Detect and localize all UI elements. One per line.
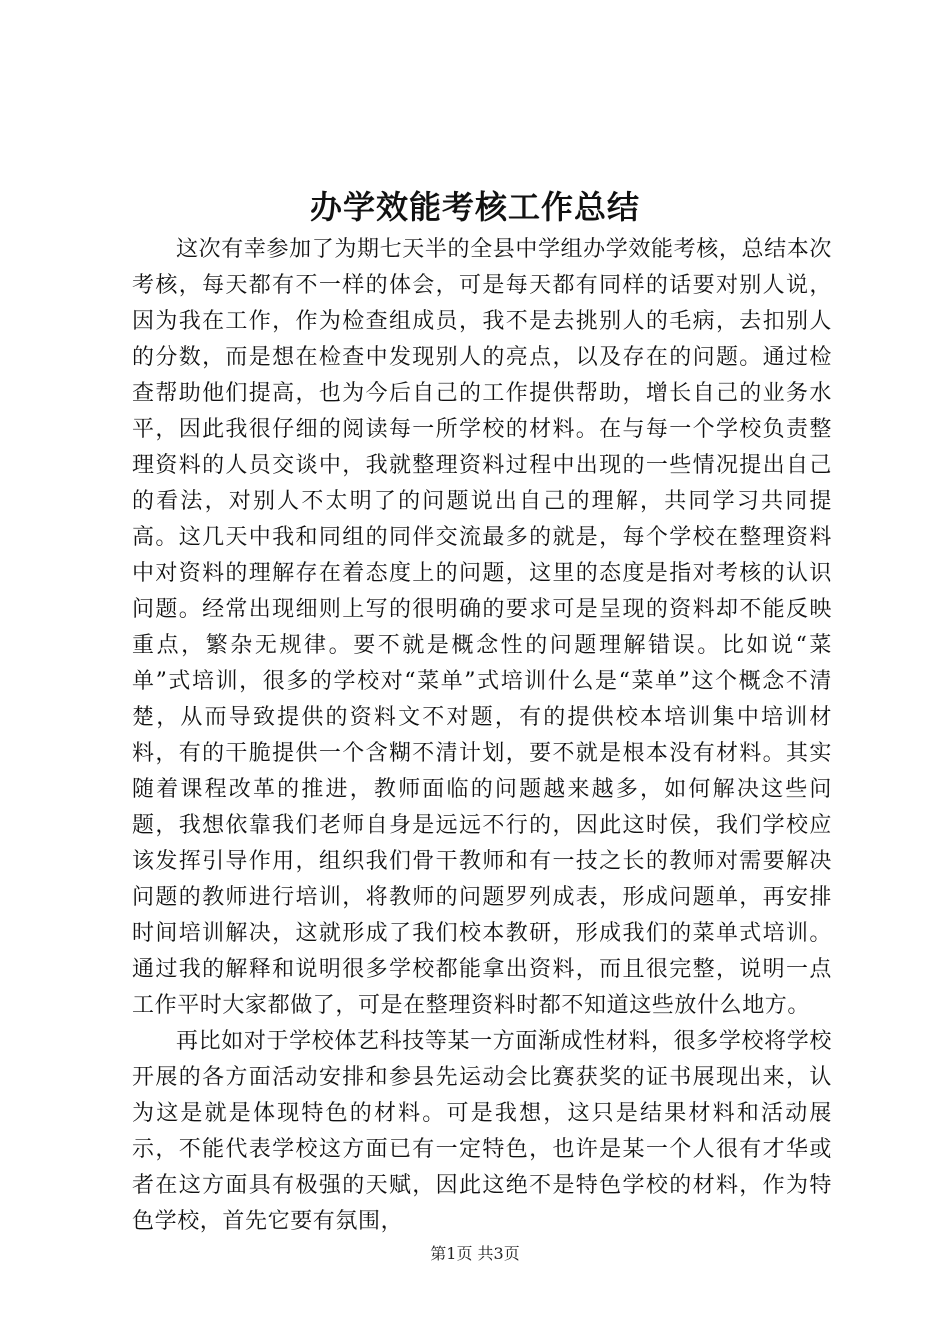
paragraph-2: 再比如对于学校体艺科技等某一方面渐成性材料，很多学校将学校开展的各方面活动安排和参县先运动会比赛获奖的证书展现出来，认为这是就是体现特色的材料。可是我想，这只是结果材料和活动展示，不能代表学校这方面已有一定特色，也许是某一个人很有才华或者在这方面具有极强的天赋，因此这绝不是特色学校的材料，作为特色学校，首先它要有氛围， <box>132 1029 832 1234</box>
document-title: 办学效能考核工作总结 <box>309 188 640 226</box>
paragraph-1: 这次有幸参加了为期七天半的全县中学组办学效能考核，总结本次考核，每天都有不一样的体会，可是每天都有同样的话要对别人说，因为我在工作，作为检查组成员，我不是去挑别人的毛病，去扣别人的分数，而是想在检查中发现别人的亮点，以及存在的问题。通过检查帮助他们提高，也为今后自己的工作提供帮助，增长自己的业务水平，因此我很仔细的阅读每一所学校的材料。在与每一个学校负责整理资料的人员交谈中，我就整理资料过程中出现的一些情况提出自己的看法，对别人不太明了的问题说出自己的理解，共同学习共同提高。这几天中我和同组的同伴交流最多的就是，每个学校在整理资料中对资料的理解存在着态度上的问题，这里的态度是指对考核的认识问题。经常出现细则上写的很明确的要求可是呈现的资料却不能反映重点，繁杂无规律。要不就是概念性的问题理解错误。比如说“菜单”式培训，很多的学校对“菜单”式培训什么是“菜单”这个概念不清楚，从而导致提供的资料文不对题，有的提供校本培训集中培训材料，有的干脆提供一个含糊不清计划，要不就是根本没有材料。其实随着课程改革的推进，教师面临的问题越来越多，如何解决这些问题，我想依靠我们老师自身是远远不行的，因此这时侯，我们学校应该发挥引导作用，组织我们骨干教师和有一技之长的教师对需要解决问题的教师进行培训，将教师的问题罗列成表，形成问题单，再安排时间培训解决，这就形成了我们校本教研，形成我们的菜单式培训。通过我的解释和说明很多学校都能拿出资料，而且很完整，说明一点工作平时大家都做了，可是在整理资料时都不知道这些放什么地方。 <box>132 237 832 1018</box>
page-number-footer: 第1页 共3页 <box>430 1244 520 1263</box>
document-body <box>132 232 832 1240</box>
